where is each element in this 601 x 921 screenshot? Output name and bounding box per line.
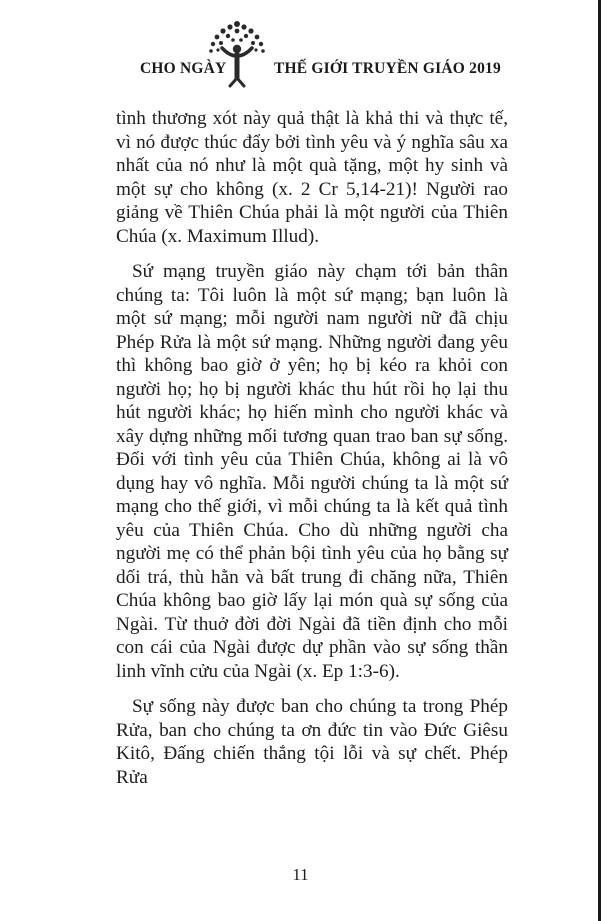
tree-person-logo-icon	[206, 16, 268, 88]
running-header	[0, 16, 601, 86]
page-number: 11	[292, 865, 309, 884]
paragraph: Sự sống này được ban cho chúng ta trong Phép Rửa, ban cho chúng ta ơn đức tin vào Đức Giêsu Kitô, Đấng chiến thắng tội lỗi và sự chết. Phép Rửa	[116, 696, 508, 788]
header-right-text: THẾ GIỚI TRUYỀN GIÁO 2019	[274, 60, 501, 77]
body-text	[116, 107, 508, 801]
paragraph: Sứ mạng truyền giáo này chạm tới bản thân chúng ta: Tôi luôn là một sứ mạng; bạn luôn là một sứ mạng; mỗi người nam người nữ đã chịu Phép Rửa là một sứ mạng. Những người đang yêu thì không bao giờ ở yên; họ bị kéo ra khỏi con người họ; họ bị người khác thu hút rồi họ lại thu hút người khác; họ hiến mình cho người khác và xây dựng những mối tương quan trao ban sự sống. Đối với tình yêu của Thiên Chúa, không ai là vô dụng hay vô nghĩa. Mỗi người chúng ta là một sứ mạng cho thế giới, vì mỗi chúng ta là kết quả tình yêu của Thiên Chúa. Cho dù những người cha người mẹ có thể phản bội tình yêu của họ bằng sự dối trá, thù hằn và bất trung đi chăng nữa, Thiên Chúa không bao giờ lấy lại món quà sự sống của Ngài. Từ thuở đời đời Ngài đã tiền định cho mỗi con cái của Ngài được dự phần vào sự sống thần linh vĩnh cửu của Ngài (x. Ep 1:3-6).	[116, 261, 508, 682]
header-left-text: CHO NGÀY	[140, 60, 227, 77]
paragraph: tình thương xót này quả thật là khả thi và thực tế, vì nó được thúc đẩy bởi tình yêu và ý nghĩa sâu xa nhất của nó như là một quà tặng, một hy sinh và một sự cho không (x. 2 Cr 5,14-21)! Người rao giảng về Thiên Chúa phải là một người của Thiên Chúa (x. Maximum Illud).	[116, 108, 508, 247]
